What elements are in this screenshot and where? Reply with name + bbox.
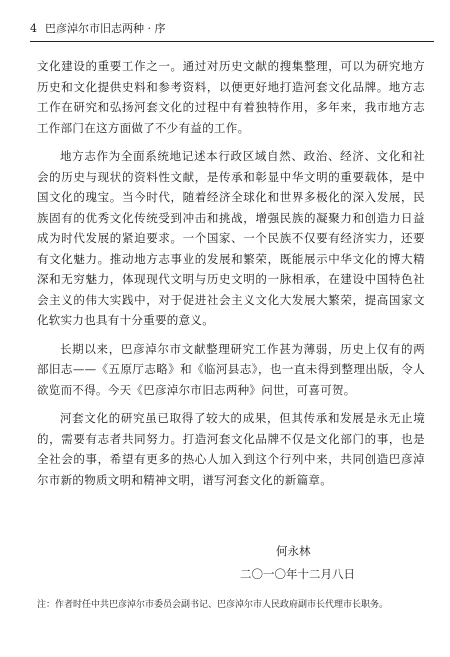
running-header xyxy=(30,20,430,38)
footnote: 注：作者时任中共巴彦淖尔市委员会副书记、巴彦淖尔市人民政府副市长代理市长职务。 xyxy=(37,600,389,610)
paragraph-4: 河套文化的研究虽已取得了较大的成果，但其传承和发展是永无止境的，需要有志者共同努力。打造河套文化品牌不仅是文化部门的事，也是全社会的事，希望有更多的热心人加入到这个行列中来，共同创造巴彦淖尔市新的物质文明和精神文明，谱写河套文化的新篇章。 xyxy=(37,411,425,487)
header-rule xyxy=(30,41,434,42)
paragraph-3: 长期以来，巴彦淖尔市文献整理研究工作甚为薄弱，历史上仅有的两部旧志——《五原厅志略》和《临河县志》，也一直未得到整理出版，令人欲览而不得。今天《巴彦淖尔市旧志两种》问世，可喜可贺。 xyxy=(37,341,425,397)
running-title: 巴彦淖尔市旧志两种 · 序 xyxy=(45,22,166,35)
author-signature: 何永林 xyxy=(276,544,311,558)
preface-body xyxy=(37,56,425,490)
signature-date: 二〇一〇年十二月八日 xyxy=(240,567,355,581)
page-number: 4 xyxy=(30,22,37,35)
paragraph-1: 文化建设的重要工作之一。通过对历史文献的搜集整理，可以为研究地方历史和文化提供史料和参考资料，以便更好地打造河套文化品牌。地方志工作在研究和弘扬河套文化的过程中有着独特作用，多年来，我市地方志工作部门在这方面做了不少有益的工作。 xyxy=(37,59,425,135)
paragraph-2: 地方志作为全面系统地记述本行政区域自然、政治、经济、文化和社会的历史与现状的资料性文献，是传承和彰显中华文明的重要载体，是中国文化的瑰宝。当今时代，随着经济全球化和世界多极化的深入发展，民族固有的优秀文化传统受到冲击和挑战，增强民族的凝聚力和创造力日益成为时代发展的紧迫要求。一个国家、一个民族不仅要有经济实力，还要有文化魅力。推动地方志事业的发展和繁荣，既能展示中华文化的博大精深和无穷魅力，体现现代文明与历史文明的一脉相承，在建设中国特色社会主义的伟大实践中，对于促进社会主义文化大发展大繁荣，提高国家文化软实力也具有十分重要的意义。 xyxy=(37,149,425,327)
